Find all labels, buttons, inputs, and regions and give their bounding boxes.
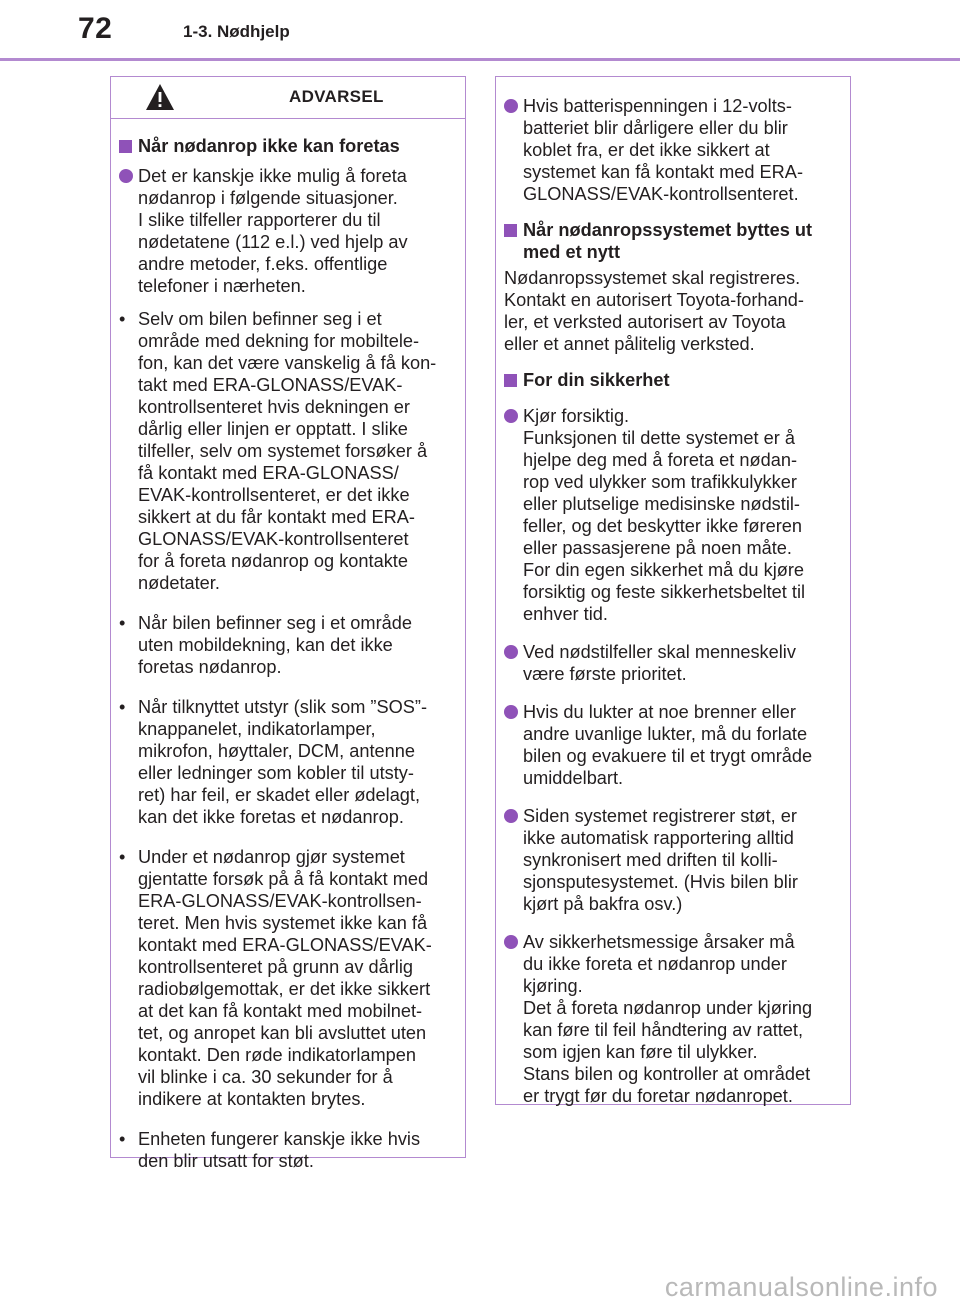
warning-right-content	[496, 81, 850, 1107]
dot-paragraph	[496, 641, 850, 685]
page-header	[0, 0, 960, 62]
dot-paragraph	[496, 805, 850, 915]
text-line: andre metoder, f.eks. offentlige	[138, 254, 388, 274]
text-line: Stans bilen og kontroller at området	[523, 1064, 811, 1084]
watermark: carmanualsonline.info	[664, 1272, 938, 1302]
text-line: ret) har feil, er skadet eller ødelagt,	[138, 785, 421, 805]
text-line: batteriet blir dårligere eller du blir	[523, 118, 788, 138]
text-line: systemet kan få kontakt med ERA-	[523, 162, 803, 182]
text-line: Ved nødstilfeller skal menneskeliv	[523, 642, 796, 662]
text-line: med et nytt	[523, 242, 621, 262]
text-line: GLONASS/EVAK-kontrollsenteret	[138, 529, 409, 549]
text-line: GLONASS/EVAK-kontrollsenteret.	[523, 184, 799, 204]
warning-label: ADVARSEL	[289, 87, 384, 106]
text-line: sikkert at du får kontakt med ERA-	[138, 507, 415, 527]
text-line: være første prioritet.	[523, 664, 687, 684]
text-line: område med dekning for mobiltele-	[138, 331, 420, 351]
text-line: telefoner i nærheten.	[138, 276, 306, 296]
text-line: eller passasjerene på noen måte.	[523, 538, 792, 558]
page-number: 72	[78, 12, 113, 45]
text-line: andre uvanlige lukter, må du forlate	[523, 724, 808, 744]
text-line: gjentatte forsøk på å få kontakt med	[138, 869, 429, 889]
warning-triangle-icon	[145, 83, 175, 111]
text-line: knappanelet, indikatorlamper,	[138, 719, 376, 739]
text-line: • Enheten fungerer kanskje ikke hvis	[138, 1129, 421, 1149]
text-line: For din sikkerhet	[523, 370, 670, 390]
text-line: mikrofon, høyttaler, DCM, antenne	[138, 741, 415, 761]
text-line: Når nødanrop ikke kan foretas	[138, 136, 400, 156]
text-line: hjelpe deg med å foreta et nødan-	[523, 450, 798, 470]
text-line: kjøring.	[523, 976, 583, 996]
text-line: eller ledninger som kobler til utsty-	[138, 763, 414, 783]
text-line: For din egen sikkerhet må du kjøre	[523, 560, 805, 580]
text-line: kontakt med ERA-GLONASS/EVAK-	[138, 935, 432, 955]
text-line: sjonsputesystemet. (Hvis bilen blir	[523, 872, 798, 892]
text-line: enhver tid.	[523, 604, 608, 624]
dot-paragraph	[496, 931, 850, 1107]
text-line: nødetatene (112 e.l.) ved hjelp av	[138, 232, 408, 252]
text-line: kan det ikke foretas et nødanrop.	[138, 807, 404, 827]
text-line: Hvis batterispenningen i 12-volts-	[523, 96, 792, 116]
text-line: kontrollsenteret på grunn av dårlig	[138, 957, 413, 977]
text-line: Det er kanskje ikke mulig å foreta	[138, 166, 407, 186]
warning-box-right	[495, 76, 851, 1105]
text-line: ikke automatisk rapportering alltid	[523, 828, 794, 848]
text-line: I slike tilfeller rapporterer du til	[138, 210, 381, 230]
text-line: Hvis du lukter at noe brenner eller	[523, 702, 796, 722]
text-line: Når nødanropssystemet byttes ut	[523, 220, 813, 240]
text-line: • Selv om bilen befinner seg i et	[138, 309, 382, 329]
text-line: Kontakt en autorisert Toyota-forhand-	[504, 290, 804, 310]
text-line: EVAK-kontrollsenteret, er det ikke	[138, 485, 410, 505]
subheading	[496, 219, 850, 263]
text-line: • Under et nødanrop gjør systemet	[138, 847, 405, 867]
warning-left-content	[111, 121, 465, 1172]
text-line: nødanrop i følgende situasjoner.	[138, 188, 398, 208]
text-line: eller et annet pålitelig verksted.	[504, 334, 755, 354]
paragraph	[496, 267, 850, 355]
text-line: uten mobildekning, kan det ikke	[138, 635, 393, 655]
text-line: • Når tilknyttet utstyr (slik som ”SOS”-	[138, 697, 428, 717]
text-line: kontakt. Den røde indikatorlampen	[138, 1045, 417, 1065]
text-line: koblet fra, er det ikke sikkert at	[523, 140, 770, 160]
text-line: at det kan få kontakt med mobilnet-	[138, 1001, 423, 1021]
text-line: • Når bilen befinner seg i et område	[138, 613, 412, 633]
text-line: feller, og det beskytter ikke føreren	[523, 516, 803, 536]
text-line: rop ved ulykker som trafikkulykker	[523, 472, 797, 492]
text-line: ler, et verksted autorisert av Toyota	[504, 312, 786, 332]
text-line: takt med ERA-GLONASS/EVAK-	[138, 375, 403, 395]
text-line: nødetater.	[138, 573, 220, 593]
text-line: Kjør forsiktig.	[523, 406, 630, 426]
dot-paragraph	[496, 405, 850, 625]
text-line: indikere at kontakten brytes.	[138, 1089, 366, 1109]
dot-paragraph	[496, 95, 850, 205]
header-divider	[0, 58, 960, 61]
text-line: tet, og anropet kan bli avsluttet uten	[138, 1023, 427, 1043]
text-line: for å foreta nødanrop og kontakte	[138, 551, 408, 571]
text-line: Siden systemet registrerer støt, er	[523, 806, 797, 826]
text-line: er trygt før du foretar nødanropet.	[523, 1086, 793, 1106]
subheading	[111, 135, 465, 157]
text-line: radiobølgemottak, er det ikke sikkert	[138, 979, 431, 999]
text-line: tilfeller, selv om systemet forsøker å	[138, 441, 428, 461]
dot-paragraph	[496, 701, 850, 789]
text-line: dårlig eller linjen er opptatt. I slike	[138, 419, 408, 439]
text-line: foretas nødanrop.	[138, 657, 282, 677]
bullet-item	[111, 308, 465, 594]
text-line: Funksjonen til dette systemet er å	[523, 428, 795, 448]
text-line: kontrollsenteret hvis dekningen er	[138, 397, 410, 417]
text-line: Av sikkerhetsmessige årsaker må	[523, 932, 795, 952]
subheading	[496, 369, 850, 391]
text-line: bilen og evakuere til et trygt område	[523, 746, 813, 766]
text-line: Nødanropssystemet skal registreres.	[504, 268, 801, 288]
text-line: forsiktig og feste sikkerhetsbeltet til	[523, 582, 806, 602]
text-line: kjørt på bakfra osv.)	[523, 894, 683, 914]
bullet-item	[111, 846, 465, 1110]
warning-box-left	[110, 76, 466, 1171]
section-title: 1-3. Nødhjelp	[183, 22, 290, 41]
text-line: som igjen kan føre til ulykker.	[523, 1042, 758, 1062]
bullet-item	[111, 612, 465, 678]
text-line: Det å foreta nødanrop under kjøring	[523, 998, 813, 1018]
text-line: du ikke foreta et nødanrop under	[523, 954, 787, 974]
bullet-item	[111, 696, 465, 828]
text-line: synkronisert med driften til kolli-	[523, 850, 778, 870]
text-line: ERA-GLONASS/EVAK-kontrollsen-	[138, 891, 422, 911]
text-line: vil blinke i ca. 30 sekunder for å	[138, 1067, 393, 1087]
bullet-item	[111, 1128, 465, 1172]
dot-paragraph	[111, 165, 465, 297]
text-line: fon, kan det være vanskelig å få kon-	[138, 353, 437, 373]
text-line: teret. Men hvis systemet ikke kan få	[138, 913, 428, 933]
text-line: få kontakt med ERA-GLONASS/	[138, 463, 399, 483]
text-line: eller plutselige medisinske nødstil-	[523, 494, 800, 514]
warning-header	[111, 77, 465, 119]
text-line: umiddelbart.	[523, 768, 624, 788]
text-line: kan føre til feil håndtering av rattet,	[523, 1020, 804, 1040]
text-line: den blir utsatt for støt.	[138, 1151, 314, 1171]
